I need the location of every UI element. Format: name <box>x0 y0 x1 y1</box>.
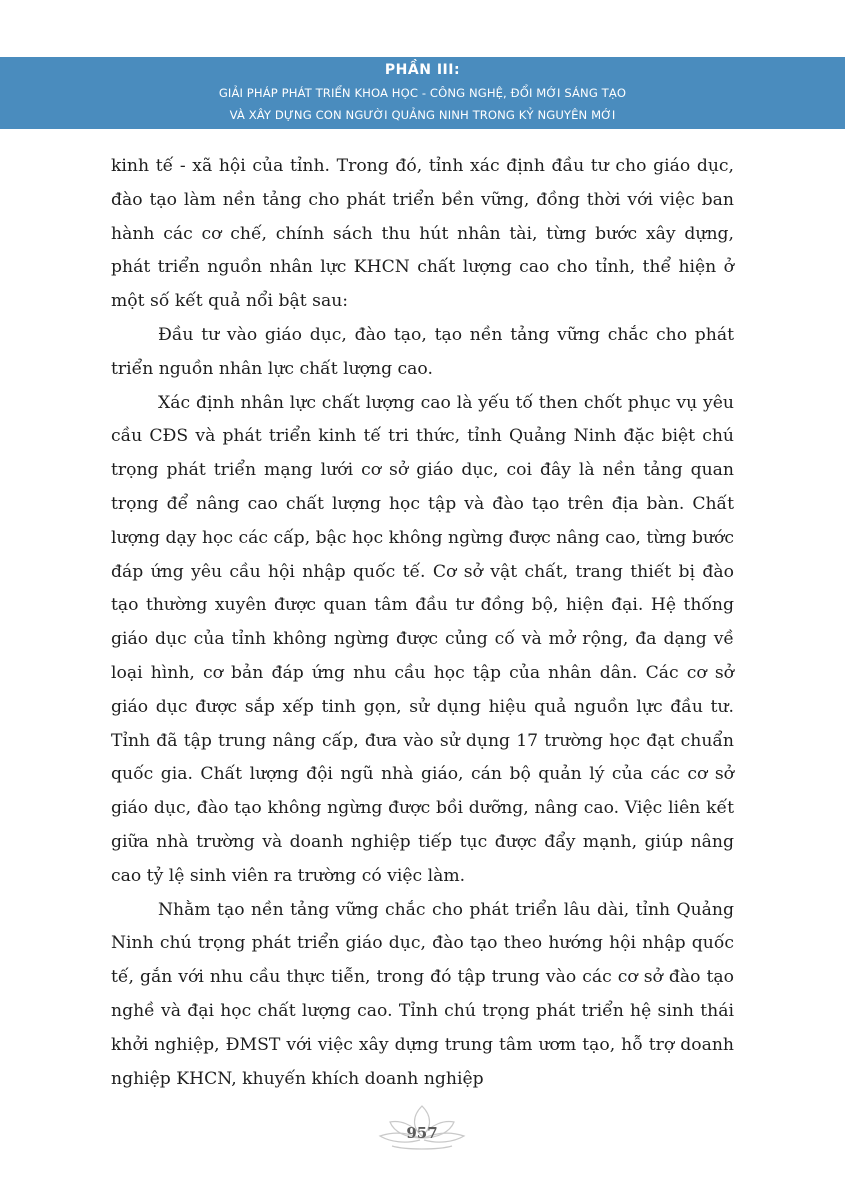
paragraph-3: Xác định nhân lực chất lượng cao là yếu tố then chốt phục vụ yêu cầu CĐS và phát triển kinh tế tri thức, tỉnh Quảng Ninh đặc biệt chú trọng phát triển mạng lưới cơ sở giáo dục, coi đây là nền tảng quan trọng để nâng cao chất lượng học tập và đào tạo trên địa bàn. Chất lượng dạy học các cấp, bậc học không ngừng được nâng cao, từng bước đáp ứng yêu cầu hội nhập quốc tế. Cơ sở vật chất, trang thiết bị đào tạo thường xuyên được quan tâm đầu tư đồng bộ, hiện đại. Hệ thống giáo dục của tỉnh không ngừng được củng cố và mở rộng, đa dạng về loại hình, cơ bản đáp ứng nhu cầu học tập của nhân dân. Các cơ sở giáo dục được sắp xếp tinh gọn, sử dụng hiệu quả nguồn lực đầu tư. Tỉnh đã tập trung nâng cấp, đưa vào sử dụng 17 trường học đạt chuẩn quốc gia. Chất lượng đội ngũ nhà giáo, cán bộ quản lý của các cơ sở giáo dục, đào tạo không ngừng được bồi dưỡng, nâng cao. Việc liên kết giữa nhà trường và doanh nghiệp tiếp tục được đẩy mạnh, giúp nâng cao tỷ lệ sinh viên ra trường có việc làm. <box>111 392 734 886</box>
paragraph-2: Đầu tư vào giáo dục, đào tạo, tạo nền tảng vững chắc cho phát triển nguồn nhân lực chất lượng cao. <box>111 324 734 379</box>
page-footer <box>372 1102 472 1158</box>
paragraph-4: Nhằm tạo nền tảng vững chắc cho phát triển lâu dài, tỉnh Quảng Ninh chú trọng phát triển giáo dục, đào tạo theo hướng hội nhập quốc tế, gắn với nhu cầu thực tiễn, trong đó tập trung vào các cơ sở đào tạo nghề và đại học chất lượng cao. Tỉnh chú trọng phát triển hệ sinh thái khởi nghiệp, ĐMST với việc xây dựng trung tâm ươm tạo, hỗ trợ doanh nghiệp KHCN, khuyến khích doanh nghiệp <box>111 899 734 1089</box>
paragraph-1: kinh tế - xã hội của tỉnh. Trong đó, tỉnh xác định đầu tư cho giáo dục, đào tạo làm nền tảng cho phát triển bền vững, đồng thời với việc ban hành các cơ chế, chính sách thu hút nhân tài, từng bước xây dựng, phát triển nguồn nhân lực KHCN chất lượng cao cho tỉnh, thể hiện ở một số kết quả nổi bật sau: <box>111 156 734 312</box>
page-number: 957 <box>406 1124 438 1142</box>
section-subtitle-line-2: VÀ XÂY DỰNG CON NGƯỜI QUẢNG NINH TRONG KỶ NGUYÊN MỚI <box>229 108 616 122</box>
section-header-banner <box>0 57 845 129</box>
part-title: PHẦN III: <box>384 62 461 78</box>
body-text <box>111 150 734 1096</box>
section-subtitle-line-1: GIẢI PHÁP PHÁT TRIỂN KHOA HỌC - CÔNG NGHỆ, ĐỔI MỚI SÁNG TẠO <box>218 86 627 100</box>
